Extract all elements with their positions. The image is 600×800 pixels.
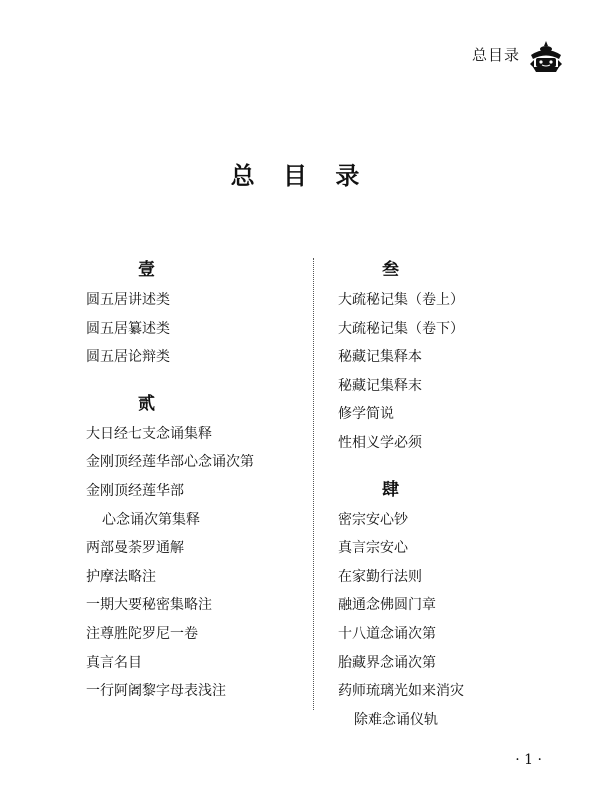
toc-section-1 — [86, 256, 316, 372]
page-number: · 1 · — [515, 752, 542, 768]
toc-entry[interactable]: 大日经七支念诵集释 — [86, 425, 212, 442]
toc-entry[interactable]: 药师琉璃光如来消灾 — [338, 683, 464, 700]
toc-entry[interactable]: 十八道念诵次第 — [338, 625, 436, 642]
section-heading: 肆 — [382, 479, 399, 500]
toc-entry[interactable]: 金刚顶经莲华部 — [86, 482, 184, 499]
toc-right-column — [338, 256, 568, 752]
toc-entry[interactable]: 圆五居纂述类 — [86, 320, 170, 337]
toc-entry[interactable]: 秘藏记集释末 — [338, 377, 422, 394]
section-heading: 贰 — [138, 393, 155, 414]
toc-entry[interactable]: 真言宗安心 — [338, 540, 408, 557]
toc-entry[interactable]: 心念诵次第集释 — [102, 511, 200, 528]
toc-entry[interactable]: 金刚顶经莲华部心念诵次第 — [86, 454, 254, 471]
toc-entry[interactable]: 除难念诵仪轨 — [354, 711, 438, 728]
toc-section-2 — [86, 390, 316, 706]
toc-entry[interactable]: 一行阿阇黎字母表浅注 — [86, 683, 226, 700]
toc-left-column — [86, 256, 316, 724]
toc-entry[interactable]: 秘藏记集释本 — [338, 349, 422, 366]
toc-entry[interactable]: 修学简说 — [338, 406, 394, 423]
toc-entry[interactable]: 两部曼荼罗通解 — [86, 540, 184, 557]
toc-entry[interactable]: 大疏秘记集（卷上） — [338, 292, 464, 308]
toc-entry[interactable]: 大疏秘记集（卷下） — [338, 320, 464, 337]
toc-entry[interactable]: 圆五居论辩类 — [86, 349, 170, 366]
toc-entry[interactable]: 性相义学必须 — [338, 434, 422, 451]
page-title: 总 目 录 — [230, 162, 370, 190]
toc-section-3 — [338, 256, 568, 458]
toc-section-4 — [338, 476, 568, 735]
toc-entry[interactable]: 密宗安心钞 — [338, 511, 408, 528]
toc-entry[interactable]: 一期大要秘密集略注 — [86, 597, 212, 614]
toc-entry[interactable]: 护摩法略注 — [86, 568, 156, 585]
toc-entry[interactable]: 在家勤行法则 — [338, 568, 422, 585]
running-header: 总目录 — [471, 46, 520, 64]
toc-entry[interactable]: 胎藏界念诵次第 — [338, 654, 436, 671]
toc-entry[interactable]: 真言名目 — [86, 654, 142, 671]
toc-entry[interactable]: 融通念佛圆门章 — [338, 597, 436, 614]
section-heading: 叁 — [382, 260, 399, 280]
toc-entry[interactable]: 圆五居讲述类 — [86, 292, 170, 308]
toc-entry[interactable]: 注尊胜陀罗尼一卷 — [86, 625, 198, 642]
buddhist-emblem-icon — [528, 40, 564, 74]
section-heading: 壹 — [138, 260, 155, 280]
